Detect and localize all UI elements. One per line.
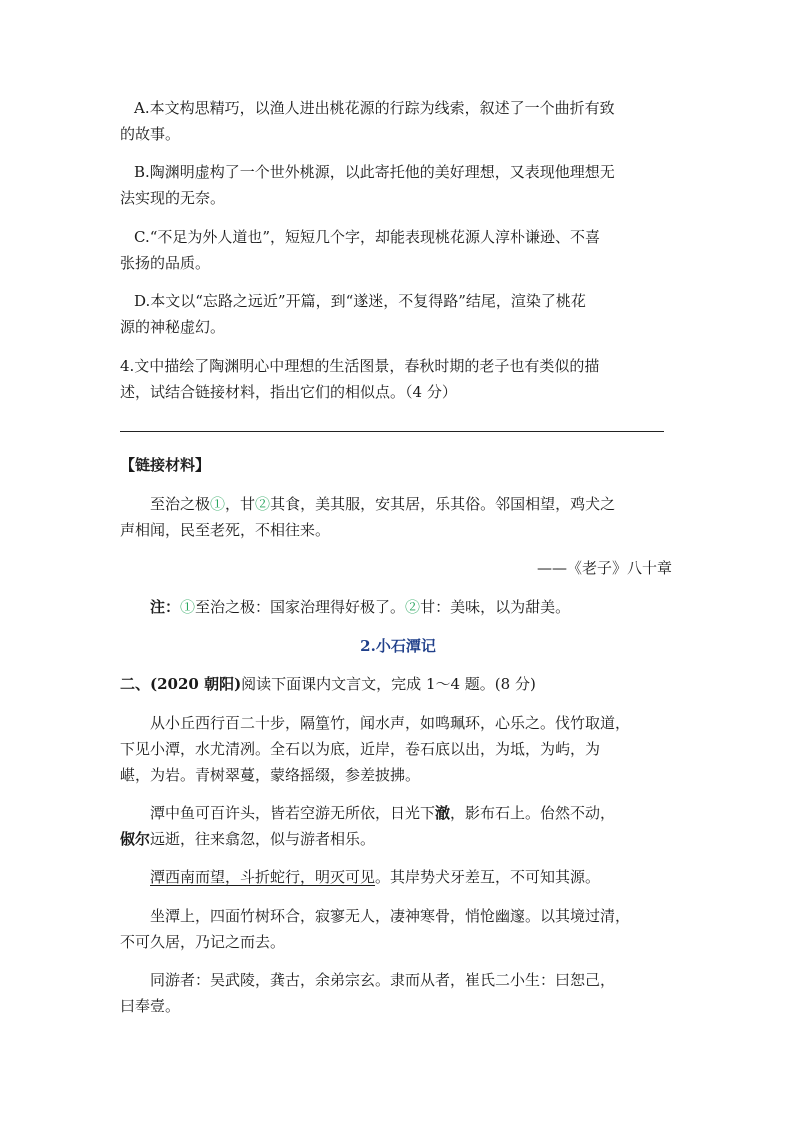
passage-p1-line2: 下见小潭，水尤清冽。全石以为底，近岸，卷石底以出，为坻，为屿，为 <box>120 740 601 758</box>
passage-p4-line2: 不可久居，乃记之而去。 <box>120 933 286 951</box>
option-d-line1: D.本文以“忘路之远近”开篇，到“遂迷，不复得路”结尾，渲染了桃花 <box>134 292 586 310</box>
note-text-a: 至治之极：国家治理得好极了。 <box>195 598 406 616</box>
question-4-line2: 述，试结合链接材料，指出它们的相似点。（4 分） <box>120 383 457 401</box>
passage-p2-line2 <box>120 824 676 855</box>
passage-p3-rest: 。其岸势犬牙差互，不可知其源。 <box>375 868 601 886</box>
question-4-line1: 4.文中描绘了陶渊明心中理想的生活图景，春秋时期的老子也有类似的描 <box>120 357 600 375</box>
link-material-line2: 声相闻，民至老死，不相往来。 <box>120 521 331 539</box>
passage-p2-text-a: 潭中鱼可百许头，皆若空游无所依，日光下 <box>150 804 436 822</box>
link-material-source: ——《老子》八十章 <box>536 559 672 577</box>
link-text-a: 至治之极 <box>150 495 211 513</box>
link-text-c: 其食，美其服，安其居，乐其俗。邻国相望，鸡犬之 <box>270 495 616 513</box>
note-marker-1: ① <box>180 598 196 616</box>
option-c-line1: C.“不足为外人道也”，短短几个字，却能表现桃花源人淳朴谦逊、不喜 <box>134 228 601 246</box>
footnote-marker-1: ① <box>210 495 226 513</box>
note-text-b: 甘：美味，以为甜美。 <box>420 598 571 616</box>
section-title: 2.小石潭记 <box>360 637 436 655</box>
option-c-line2: 张扬的品质。 <box>120 254 211 272</box>
passage-p3-line1 <box>120 862 676 893</box>
passage-p2-bold-word: 俶尔 <box>120 830 151 848</box>
option-d-line2: 源的神秘虚幻。 <box>120 318 226 336</box>
question-instruction: 阅读下面课内文言文，完成 1～4 题。(8 分) <box>241 675 536 693</box>
passage-p4-line1: 坐潭上，四面竹树环合，寂寥无人，凄神寒骨，悄怆幽邃。以其境过清， <box>150 907 631 925</box>
link-text-b: ，甘 <box>225 495 256 513</box>
passage-p2-text-rest: 远逝，往来翕忽，似与游者相乐。 <box>150 830 376 848</box>
passage-p1-line1: 从小丘西行百二十步，隔篁竹，闻水声，如鸣珮环，心乐之。伐竹取道， <box>150 714 631 732</box>
link-material-heading: 【链接材料】 <box>120 456 211 474</box>
note-label: 注： <box>150 598 181 616</box>
option-b-line1: B.陶渊明虚构了一个世外桃源，以此寄托他的美好理想，又表现他理想无 <box>134 163 615 181</box>
passage-p5-line1: 同游者：吴武陵，龚古，余弟宗玄。隶而从者，崔氏二小生：曰恕己， <box>150 971 616 989</box>
answer-line <box>120 431 664 432</box>
footnote-marker-2: ② <box>255 495 271 513</box>
passage-p2-text-c: ，影布石上。佁然不动， <box>450 804 616 822</box>
question-source: 二、(2020 朝阳) <box>120 675 242 693</box>
passage-p3-underlined: 潭西南而望，斗折蛇行，明灭可见 <box>150 868 376 886</box>
option-a-line2: 的故事。 <box>120 125 181 143</box>
note-marker-2: ② <box>405 598 421 616</box>
option-a-line1: A.本文构思精巧，以渔人进出桃花源的行踪为线索，叙述了一个曲折有致 <box>134 99 615 117</box>
link-material-note <box>120 592 676 623</box>
passage-p1-line3: 嵁，为岩。青树翠蔓，蒙络摇缀，参差披拂。 <box>120 766 421 784</box>
section2-question <box>120 669 676 700</box>
passage-p5-line2: 曰奉壹。 <box>120 997 181 1015</box>
passage-p2-bold-char: 澈 <box>435 804 451 822</box>
option-b-line2: 法实现的无奈。 <box>120 189 226 207</box>
